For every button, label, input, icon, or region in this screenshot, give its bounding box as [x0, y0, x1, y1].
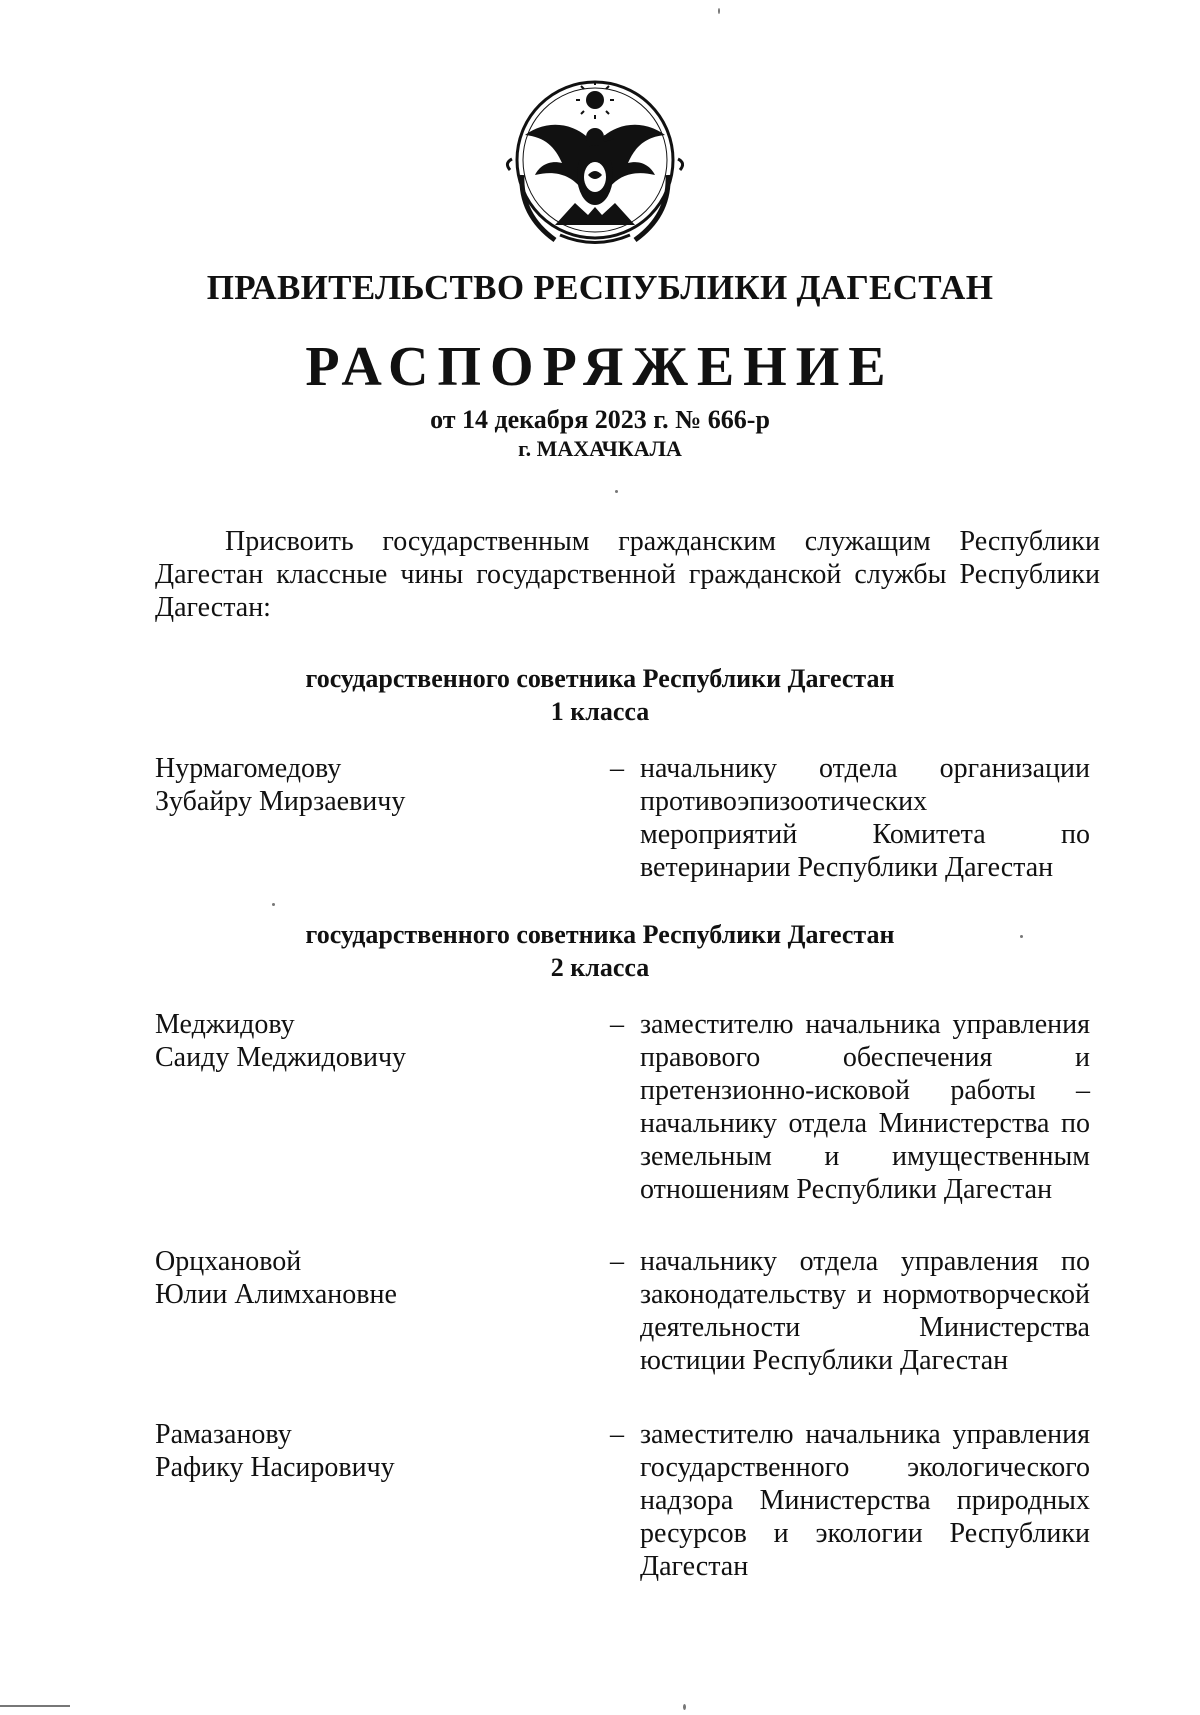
appointee-surname: Рамазанову: [155, 1419, 292, 1450]
scan-edge-mark: [0, 1705, 70, 1707]
scan-speck: [683, 1704, 686, 1710]
appointee-surname: Орцхановой: [155, 1246, 302, 1277]
scan-speck: [1020, 935, 1023, 938]
entry-dash: –: [610, 753, 624, 784]
section-heading-class-1: [0, 662, 1200, 728]
appointee-given-name: Рафику Насировичу: [155, 1452, 395, 1483]
section-heading-line: государственного советника Республики Дагестан: [305, 664, 895, 693]
section-heading-class-line: 2 класса: [550, 953, 650, 982]
scan-speck: [272, 903, 275, 906]
intro-paragraph: Присвоить государственным гражданским служащим Республики Дагестан классные чины государственной гражданской службы Республики Дагестан:: [155, 526, 1100, 623]
appointee-position: начальнику отдела организации противоэпизоотических мероприятий Комитета по ветеринарии Республики Дагестан: [640, 753, 1090, 883]
document-city: г. МАХАЧКАЛА: [518, 436, 682, 461]
appointee-surname: Меджидову: [155, 1009, 295, 1040]
scan-speck: [615, 490, 618, 493]
appointee-name: [155, 1418, 535, 1484]
appointee-position: заместителю начальника управления правового обеспечения и претензионно-исковой работы – начальнику отдела Министерства по земельным и имущественным отношениям Республики Дагестан: [640, 1009, 1090, 1205]
appointee-name: [155, 1245, 535, 1311]
appointee-position: заместителю начальника управления государственного экологического надзора Министерства природных ресурсов и экологии Республики Дагестан: [640, 1419, 1090, 1582]
appointee-given-name: Саиду Меджидовичу: [155, 1042, 407, 1073]
government-name: ПРАВИТЕЛЬСТВО РЕСПУБЛИКИ ДАГЕСТАН: [206, 268, 994, 307]
section-heading-line: государственного советника Республики Дагестан: [305, 920, 895, 949]
entry-dash: –: [610, 1009, 624, 1040]
document-type-title: РАСПОРЯЖЕНИЕ: [305, 336, 895, 398]
document-date-number: от 14 декабря 2023 г. № 666-р: [430, 405, 770, 434]
appointee-name: [155, 1008, 535, 1074]
entry-dash: –: [610, 1246, 624, 1277]
section-heading-class-line: 1 класса: [550, 697, 650, 726]
appointee-name: [155, 752, 535, 818]
section-heading-class-2: [0, 918, 1200, 984]
dagestan-coat-of-arms-emblem: [500, 75, 690, 265]
entry-dash: –: [610, 1419, 624, 1450]
scan-speck: [718, 8, 720, 14]
appointee-given-name: Юлии Алимхановне: [155, 1279, 397, 1310]
appointee-given-name: Зубайру Мирзаевичу: [155, 786, 406, 817]
appointee-position: начальнику отдела управления по законодательству и нормотворческой деятельности Министерства юстиции Республики Дагестан: [640, 1246, 1090, 1376]
appointee-surname: Нурмагомедову: [155, 753, 342, 784]
